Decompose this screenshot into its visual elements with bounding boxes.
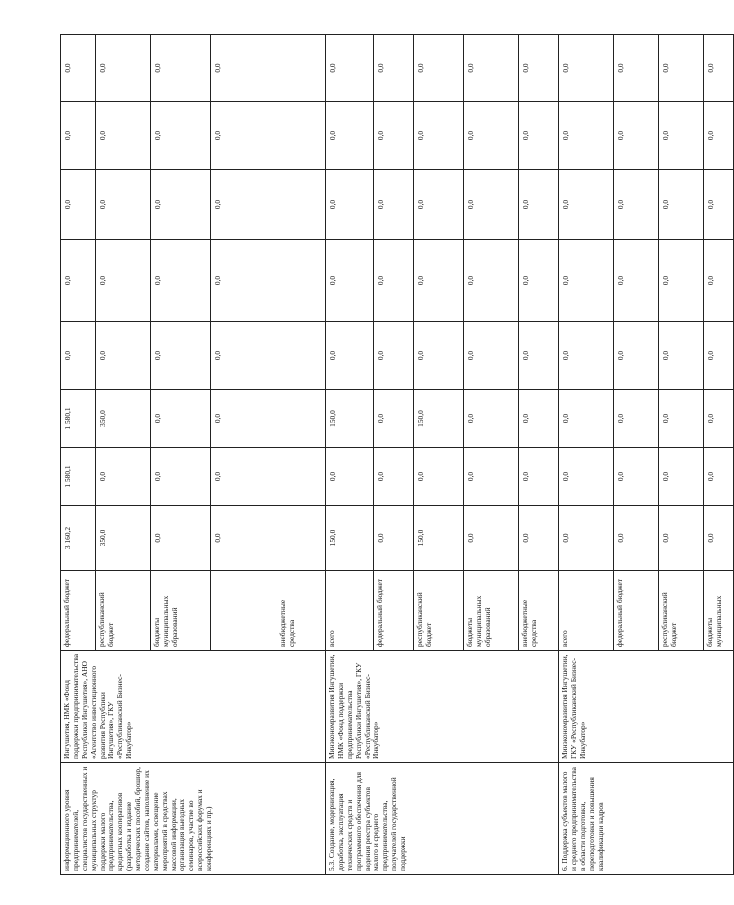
value-cell: 0,0 <box>414 102 464 170</box>
value-cell: 0,0 <box>96 448 151 506</box>
value-cell: 0,0 <box>519 240 559 322</box>
value-cell: 0,0 <box>559 35 614 102</box>
value-cell: 0,0 <box>61 102 96 170</box>
value-cell: 0,0 <box>96 102 151 170</box>
value-cell: 0,0 <box>151 35 211 102</box>
executor-cell: Ингушетия, НМК «Фонд поддержки предпринимательства Республики Ингушетия», АНО «Агентство инвестиционного развития Республики Ингушетия», ГКУ «Республиканский Бизнес-Инкубатор» <box>61 651 326 763</box>
value-cell: 0,0 <box>704 170 734 240</box>
value-cell: 0,0 <box>151 390 211 448</box>
table-row <box>61 35 96 875</box>
budget-table <box>60 34 734 875</box>
value-cell: 0,0 <box>414 240 464 322</box>
value-cell: 0,0 <box>614 35 659 102</box>
source-cell: федеральный бюджет <box>374 571 414 651</box>
value-cell: 0,0 <box>704 102 734 170</box>
value-cell: 0,0 <box>61 240 96 322</box>
value-cell: 0,0 <box>659 506 704 571</box>
value-cell: 0,0 <box>151 506 211 571</box>
value-cell: 0,0 <box>614 506 659 571</box>
value-cell: 0,0 <box>151 322 211 390</box>
table-body <box>61 35 734 875</box>
value-cell: 0,0 <box>211 390 326 448</box>
value-cell: 0,0 <box>374 240 414 322</box>
value-cell: 150,0 <box>414 390 464 448</box>
value-cell: 0,0 <box>659 448 704 506</box>
value-cell: 0,0 <box>659 322 704 390</box>
value-cell: 150,0 <box>326 390 374 448</box>
value-cell: 0,0 <box>559 170 614 240</box>
value-cell: 0,0 <box>414 448 464 506</box>
value-cell: 0,0 <box>211 448 326 506</box>
value-cell: 0,0 <box>704 240 734 322</box>
value-cell: 0,0 <box>211 240 326 322</box>
value-cell: 0,0 <box>374 322 414 390</box>
value-cell: 0,0 <box>96 35 151 102</box>
source-cell: бюджеты муниципальных образований <box>464 571 519 651</box>
value-cell: 0,0 <box>559 102 614 170</box>
value-cell: 0,0 <box>464 170 519 240</box>
value-cell: 0,0 <box>614 448 659 506</box>
source-cell: внебюджетные средства <box>211 571 326 651</box>
value-cell: 0,0 <box>704 506 734 571</box>
value-cell: 0,0 <box>614 240 659 322</box>
value-cell: 0,0 <box>659 240 704 322</box>
value-cell: 0,0 <box>151 102 211 170</box>
value-cell: 0,0 <box>61 322 96 390</box>
value-cell: 0,0 <box>151 170 211 240</box>
value-cell: 0,0 <box>519 390 559 448</box>
value-cell: 0,0 <box>96 322 151 390</box>
value-cell: 0,0 <box>414 322 464 390</box>
value-cell: 0,0 <box>326 35 374 102</box>
value-cell: 0,0 <box>519 448 559 506</box>
value-cell: 0,0 <box>659 102 704 170</box>
value-cell: 0,0 <box>614 390 659 448</box>
value-cell: 0,0 <box>704 322 734 390</box>
value-cell: 0,0 <box>326 448 374 506</box>
table-row <box>559 35 614 875</box>
value-cell: 0,0 <box>519 102 559 170</box>
event-cell: 5.3. Создание, модернизация, доработка, эксплуатация технических средств и программного обеспечения для ведения реестра субъектов малого и среднего предпринимательства, получателей государственной поддержки <box>326 763 559 875</box>
value-cell: 0,0 <box>659 390 704 448</box>
value-cell: 0,0 <box>326 102 374 170</box>
value-cell: 0,0 <box>374 102 414 170</box>
value-cell: 0,0 <box>519 506 559 571</box>
value-cell: 1 580,1 <box>61 390 96 448</box>
value-cell: 0,0 <box>464 322 519 390</box>
source-cell: республиканский бюджет <box>96 571 151 651</box>
value-cell: 0,0 <box>519 35 559 102</box>
value-cell: 350,0 <box>96 390 151 448</box>
value-cell: 0,0 <box>326 240 374 322</box>
value-cell: 0,0 <box>211 322 326 390</box>
value-cell: 0,0 <box>96 170 151 240</box>
value-cell: 0,0 <box>61 35 96 102</box>
value-cell: 0,0 <box>326 170 374 240</box>
value-cell: 0,0 <box>211 170 326 240</box>
value-cell: 0,0 <box>374 35 414 102</box>
value-cell: 0,0 <box>374 506 414 571</box>
table-row <box>326 35 374 875</box>
event-cell: информационного уровня предпринимателей, специалистов государственных и муниципальных структур поддержки малого предпринимательства, кредитных кооперативов (разработка и издание методических пособий, брошюр, создание сайтов, наполнение их материалами, освещение мероприятий в средствах массовой информации, организация выездных семинаров, участие во всероссийских форумах и конференциях и пр.) <box>61 763 326 875</box>
source-cell: республиканский бюджет <box>414 571 464 651</box>
value-cell: 0,0 <box>704 448 734 506</box>
value-cell: 0,0 <box>559 322 614 390</box>
value-cell: 3 160,2 <box>61 506 96 571</box>
value-cell: 0,0 <box>704 390 734 448</box>
value-cell: 0,0 <box>374 390 414 448</box>
value-cell: 0,0 <box>704 35 734 102</box>
value-cell: 0,0 <box>61 170 96 240</box>
value-cell: 0,0 <box>464 240 519 322</box>
value-cell: 0,0 <box>519 170 559 240</box>
value-cell: 0,0 <box>374 448 414 506</box>
source-cell: всего <box>559 571 614 651</box>
value-cell: 0,0 <box>614 322 659 390</box>
value-cell: 0,0 <box>464 448 519 506</box>
value-cell: 0,0 <box>559 506 614 571</box>
value-cell: 0,0 <box>211 102 326 170</box>
value-cell: 350,0 <box>96 506 151 571</box>
value-cell: 0,0 <box>414 35 464 102</box>
value-cell: 0,0 <box>96 240 151 322</box>
value-cell: 0,0 <box>659 35 704 102</box>
executor-cell: Минэкономразвития Ингушетии, ГКУ «Республиканский Бизнес-Инкубатор» <box>559 651 734 763</box>
source-cell: республиканский бюджет <box>659 571 704 651</box>
source-cell: бюджеты муниципальных <box>704 571 734 651</box>
value-cell: 150,0 <box>414 506 464 571</box>
value-cell: 0,0 <box>614 170 659 240</box>
source-cell: бюджеты муниципальных образований <box>151 571 211 651</box>
value-cell: 0,0 <box>374 170 414 240</box>
value-cell: 0,0 <box>211 35 326 102</box>
value-cell: 0,0 <box>211 506 326 571</box>
executor-cell: Минэкономразвития Ингушетии, НМК «Фонд поддержки предпринимательства Республики Ингушетия», ГКУ «Республиканский Бизнес-Инкубатор» <box>326 651 559 763</box>
source-cell: федеральный бюджет <box>614 571 659 651</box>
source-cell: всего <box>326 571 374 651</box>
value-cell: 0,0 <box>464 35 519 102</box>
value-cell: 0,0 <box>559 240 614 322</box>
value-cell: 0,0 <box>464 506 519 571</box>
source-cell: федеральный бюджет <box>61 571 96 651</box>
value-cell: 0,0 <box>464 102 519 170</box>
value-cell: 0,0 <box>326 322 374 390</box>
value-cell: 0,0 <box>414 170 464 240</box>
value-cell: 0,0 <box>614 102 659 170</box>
value-cell: 0,0 <box>464 390 519 448</box>
rotated-table-page <box>60 35 723 875</box>
value-cell: 0,0 <box>151 448 211 506</box>
value-cell: 0,0 <box>519 322 559 390</box>
source-cell: внебюджетные средства <box>519 571 559 651</box>
value-cell: 150,0 <box>326 506 374 571</box>
value-cell: 0,0 <box>151 240 211 322</box>
value-cell: 1 580,1 <box>61 448 96 506</box>
event-cell: 6. Поддержка субъектов малого и среднего предпринимательства в области подготовки, переподготовки и повышения квалификации кадров <box>559 763 734 875</box>
value-cell: 0,0 <box>559 448 614 506</box>
value-cell: 0,0 <box>659 170 704 240</box>
value-cell: 0,0 <box>559 390 614 448</box>
